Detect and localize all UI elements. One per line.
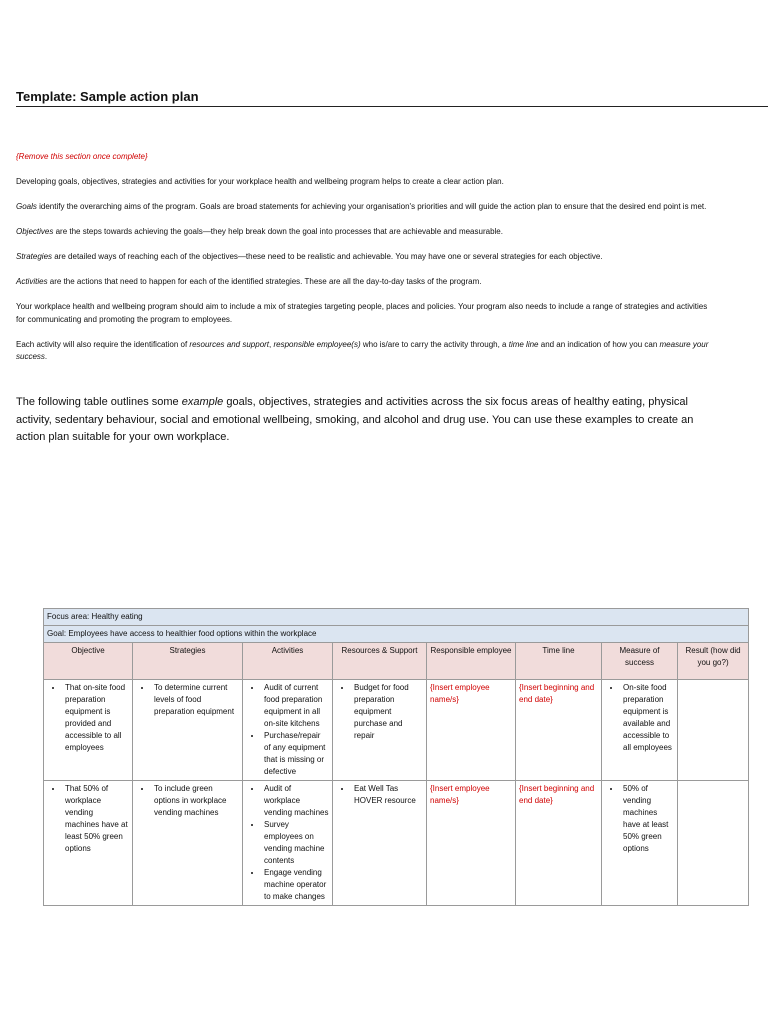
lead-text: The following table outlines some [16,396,182,408]
activities-cell [243,680,333,781]
intro-paragraph-plan: Developing goals, objectives, strategies and activities for your workplace health and wellbeing program helps to create a clear action plan. [16,177,504,186]
objective-item: • That on-site food preparation equipment is provided and accessible to all employees [63,682,129,754]
remove-section-note: {Remove this section once complete} [16,152,148,161]
responsible-term: responsible employee(s) [273,339,361,349]
table-row [44,680,749,781]
activities-definition: are the actions that need to happen for each of the identified strategies. These are all the day-to-day tasks of the program. [47,277,482,286]
result-cell [678,781,749,906]
activity-item: • Audit of current food preparation equipment in all on-site kitchens [262,682,329,730]
each-activity-text: Each activity will also require the identification of [16,339,190,349]
intro-paragraph-activities [16,276,716,289]
intro-paragraph-objectives [16,226,716,239]
document-title: Template: Sample action plan [16,89,199,104]
activity-item: • Engage vending machine operator to make changes [262,867,329,903]
objectives-term: Objectives [16,227,54,236]
resource-item: • Eat Well Tas HOVER resource [352,783,423,807]
focus-area-label: Focus area: Healthy eating [44,609,749,626]
intro-paragraph-goals [16,201,716,214]
intro-paragraph-mix: Your workplace health and wellbeing program should aim to include a mix of strategies targeting people, places and policies. Your program also needs to include a range of strategies and activities for communicating and promoting the program to employees. [16,302,708,324]
each-activity-text: and an indication of how you can [538,339,660,349]
action-plan-table [43,608,749,906]
resource-item: • Budget for food preparation equipment purchase and repair [352,682,423,742]
objective-item: • That 50% of workplace vending machines have at least 50% green options [63,783,129,855]
header-strategies: Strategies [133,643,243,680]
measure-item: • 50% of vending machines have at least 50% green options [621,783,674,855]
header-activities: Activities [243,643,333,680]
activities-cell [243,781,333,906]
intro-paragraph-each-activity [16,339,716,364]
activity-item: • Survey employees on vending machine contents [262,819,329,867]
header-measure: Measure of success [602,643,678,680]
timeline-term: time line [508,339,539,349]
responsible-cell: {Insert employee name/s} [427,781,516,906]
timeline-cell: {Insert beginning and end date} [516,680,602,781]
strategy-item: • To include green options in workplace vending machines [152,783,239,819]
strategy-cell [133,680,243,781]
measure-term: measure your success [16,339,709,361]
each-activity-text: . [44,352,48,361]
activity-item: • Purchase/repair of any equipment that is missing or defective [262,730,329,778]
table-row [44,781,749,906]
each-activity-text: who is/are to carry the activity through, a [360,339,509,349]
goals-definition: identify the overarching aims of the program. Goals are broad statements for achieving your organisation's priorities and will guide the action plan to ensure that the desired end point is met. [36,202,707,211]
example-term: example [181,396,224,408]
measure-cell [602,781,678,906]
each-activity-text: , [269,339,274,349]
activities-term: Activities [16,277,48,286]
resources-cell [333,680,427,781]
measure-item: • On-site food preparation equipment is available and accessible to all employees [621,682,674,754]
resources-cell [333,781,427,906]
goal-row [44,626,749,643]
activity-item: • Audit of workplace vending machines [262,783,329,819]
header-timeline: Time line [516,643,602,680]
measure-cell [602,680,678,781]
result-cell [678,680,749,781]
responsible-cell: {Insert employee name/s} [427,680,516,781]
focus-area-row [44,609,749,626]
intro-section [16,151,716,376]
table-intro-paragraph [16,394,722,447]
timeline-cell: {Insert beginning and end date} [516,781,602,906]
header-resources: Resources & Support [333,643,427,680]
table-header-row [44,643,749,680]
lead-text: goals, objectives, strategies and activities across the six focus areas of healthy eating, physical activity, sedentary behaviour, social and emotional wellbeing, smoking, and alcohol and drug use. You can use these examples to create an action plan suitable for your own workplace. [16,396,694,443]
header-objective: Objective [44,643,133,680]
objectives-definition: are the steps towards achieving the goals—they help break down the goal into processes that are achievable and measurable. [53,227,503,236]
objective-cell [44,680,133,781]
strategy-cell [133,781,243,906]
strategies-term: Strategies [16,252,53,261]
objective-cell [44,781,133,906]
strategies-definition: are detailed ways of reaching each of the objectives—these need to be realistic and achievable. You may have one or several strategies for each objective. [52,252,603,261]
resources-term: resources and support [189,339,270,349]
header-result: Result (how did you go?) [678,643,749,680]
goals-term: Goals [16,202,37,211]
title-divider [16,106,768,107]
intro-paragraph-strategies [16,251,716,264]
header-responsible: Responsible employee [427,643,516,680]
goal-label: Goal: Employees have access to healthier food options within the workplace [44,626,749,643]
strategy-item: • To determine current levels of food preparation equipment [152,682,239,718]
